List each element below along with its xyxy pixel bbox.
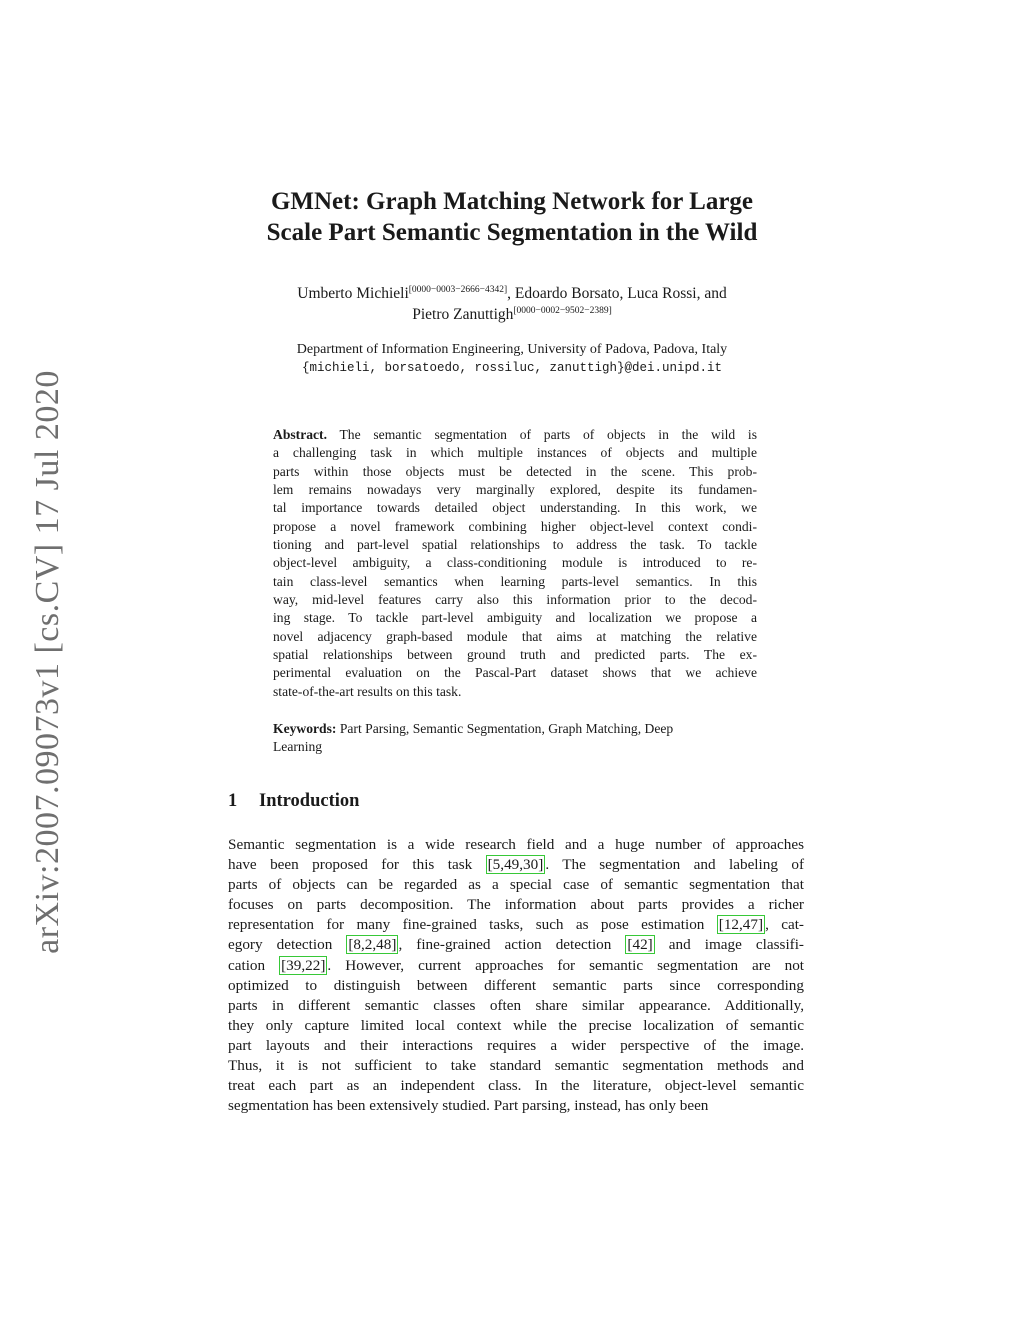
title-line: GMNet: Graph Matching Network for Large bbox=[270, 188, 754, 215]
keywords-line: Learning bbox=[273, 739, 323, 755]
body-line: Semantic segmentation is a wide research field and a huge number of approaches bbox=[228, 836, 804, 853]
body-line: have been proposed for this task [5,49,30] . The segmentation and labeling of bbox=[228, 856, 804, 874]
section-title: Introduction bbox=[259, 791, 360, 811]
body-line: parts in different semantic classes often share similar appearance. Additionally, bbox=[228, 996, 804, 1014]
abstract-line: way, mid-level features carry also this information prior to the decod- bbox=[273, 592, 757, 608]
paper-title bbox=[0, 186, 1024, 248]
orcid: [0000−0002−9502−2389] bbox=[513, 306, 612, 316]
abstract-line: object-level ambiguity, a class-conditioning module is introduced to re- bbox=[273, 555, 757, 571]
author-name: Umberto Michieli bbox=[297, 285, 409, 302]
author-list bbox=[0, 283, 1024, 325]
author-emails: {michieli, borsatoedo, rossiluc, zanuttigh}@dei.unipd.it bbox=[301, 361, 723, 375]
affiliation: Department of Information Engineering, University of Padova, Padova, Italy bbox=[296, 342, 728, 357]
body-line: they only capture limited local context while the precise localization of semantic bbox=[228, 1016, 804, 1034]
abstract-line: propose a novel framework combining higher object-level context condi- bbox=[273, 518, 757, 534]
section-number: 1 bbox=[228, 791, 238, 811]
citation-link[interactable]: [8,2,48] bbox=[348, 936, 397, 954]
citation-link[interactable]: [5,49,30] bbox=[487, 856, 544, 874]
orcid: [0000−0003−2666−4342] bbox=[408, 285, 508, 295]
author-names: , Edoardo Borsato, Luca Rossi, and bbox=[507, 285, 727, 302]
author-line bbox=[0, 283, 1024, 304]
abstract-line: a challenging task in which multiple instances of objects and multiple bbox=[273, 445, 757, 461]
keywords bbox=[273, 720, 769, 757]
abstract-line: ing stage. To tackle part-level ambiguity and localization we propose a bbox=[273, 610, 757, 626]
abstract-line: novel adjacency graph-based module that aims at matching the relative bbox=[273, 628, 757, 644]
body-line: segmentation has been extensively studied. Part parsing, instead, has only been bbox=[228, 1097, 709, 1115]
citation-link[interactable]: [42] bbox=[627, 936, 653, 954]
author-line bbox=[0, 304, 1024, 325]
body-line: representation for many fine-grained tasks, such as pose estimation [12,47] , cat- bbox=[228, 916, 804, 934]
section-heading bbox=[228, 791, 359, 812]
body-line: Thus, it is not sufficient to take standard semantic segmentation methods and bbox=[228, 1057, 804, 1075]
abstract-line: tioning and part-level spatial relationships to address the task. To tackle bbox=[273, 537, 757, 553]
citation-link[interactable]: [12,47] bbox=[718, 916, 764, 934]
abstract-line: perimental evaluation on the Pascal-Part dataset shows that we achieve bbox=[273, 665, 757, 681]
body-line: treat each part as an independent class. In the literature, object-level semantic bbox=[228, 1077, 804, 1095]
abstract-line: state-of-the-art results on this task. bbox=[273, 683, 462, 699]
arxiv-identifier: arXiv:2007.09073v1 [cs.CV] 17 Jul 2020 bbox=[29, 370, 66, 954]
body-line: egory detection [8,2,48] , fine-grained action detection [42] and image classifi- bbox=[228, 936, 804, 954]
author-name: Pietro Zanuttigh bbox=[412, 306, 514, 323]
abstract-line: tain class-level semantics when learning parts-level semantics. In this bbox=[273, 573, 757, 589]
body-line: optimized to distinguish between different semantic parts since corresponding bbox=[228, 976, 804, 994]
abstract-line: lem remains nowadays very marginally explored, despite its fundamen- bbox=[273, 482, 757, 498]
title-line: Scale Part Semantic Segmentation in the Wild bbox=[266, 219, 758, 246]
keywords-heading: Keywords: bbox=[273, 721, 337, 736]
introduction-body bbox=[228, 835, 804, 1116]
body-line: cation [39,22] . However, current approaches for semantic segmentation are not bbox=[228, 956, 805, 974]
body-line: part layouts and their interactions requires a wider perspective of the image. bbox=[228, 1036, 804, 1054]
abstract-line: Abstract. The semantic segmentation of parts of objects in the wild is bbox=[273, 427, 757, 442]
body-line: focuses on parts decomposition. The information about parts provides a richer bbox=[228, 896, 804, 914]
abstract-line: tal importance towards detailed object understanding. In this work, we bbox=[273, 500, 757, 516]
abstract bbox=[273, 426, 757, 701]
abstract-heading: Abstract. bbox=[273, 427, 327, 442]
abstract-line: spatial relationships between ground truth and predicted parts. The ex- bbox=[273, 647, 757, 663]
body-line: parts of objects can be regarded as a special case of semantic segmentation that bbox=[228, 876, 804, 894]
citation-link[interactable]: [39,22] bbox=[281, 956, 326, 974]
keywords-line: Keywords: Part Parsing, Semantic Segmentation, Graph Matching, Deep bbox=[273, 721, 674, 736]
affiliation-block bbox=[0, 340, 1024, 378]
abstract-line: parts within those objects must be detected in the scene. This prob- bbox=[273, 463, 757, 479]
